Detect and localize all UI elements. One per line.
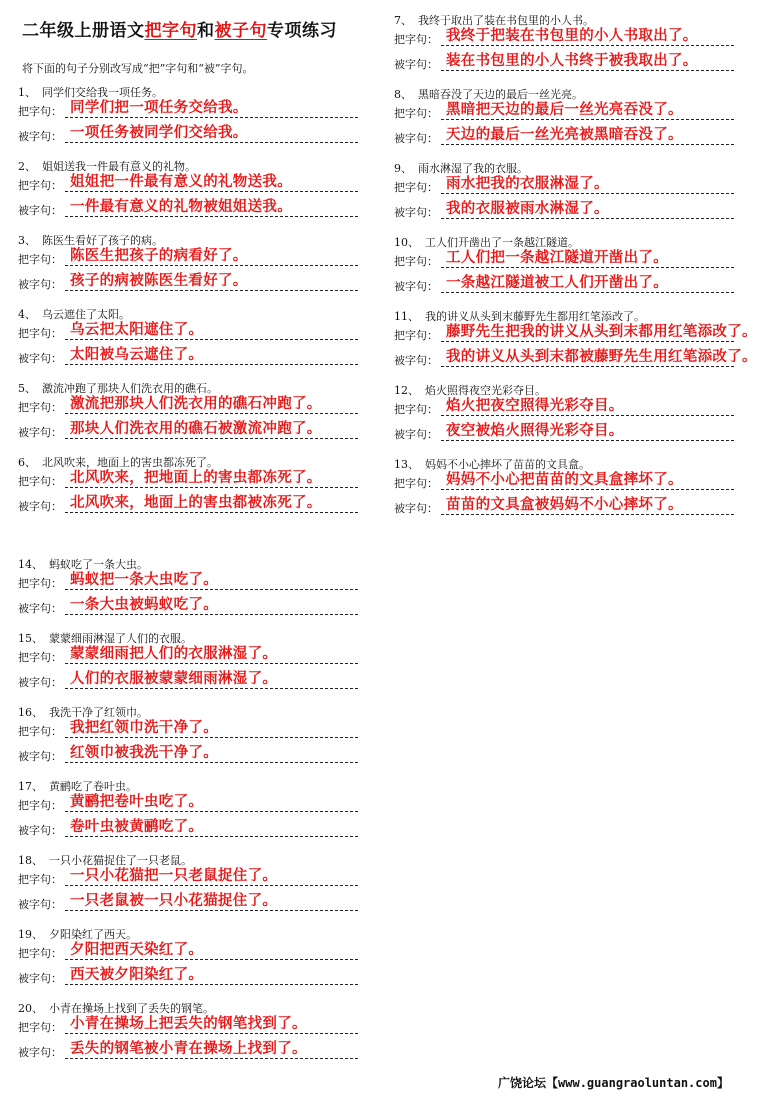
ba-sentence-row <box>394 249 734 271</box>
question-number: 15、 <box>18 632 43 645</box>
exercise-item <box>18 84 388 158</box>
ba-sentence-label: 把字句： <box>18 253 62 266</box>
answer-line <box>441 267 734 268</box>
question-text: 焰火照得夜空光彩夺目。 <box>425 384 546 397</box>
question-number: 1、 <box>18 86 36 99</box>
worksheet-title <box>22 16 382 41</box>
exercise-item <box>18 380 388 454</box>
answer-line <box>65 762 358 763</box>
answer-line <box>441 144 734 145</box>
ba-sentence-label: 把字句： <box>18 873 62 886</box>
answer-line <box>65 413 358 414</box>
bei-sentence-row <box>18 670 358 692</box>
bei-sentence-row <box>394 422 734 444</box>
answer-line <box>65 688 358 689</box>
bei-sentence-label: 被字句： <box>394 354 438 367</box>
ba-sentence-answer: 雨水把我的衣服淋湿了。 <box>446 176 609 192</box>
bei-sentence-row <box>394 348 757 370</box>
exercise-item <box>18 306 388 380</box>
question-number: 9、 <box>394 162 412 175</box>
answer-line <box>441 218 734 219</box>
bei-sentence-row <box>18 596 358 618</box>
question-text: 蚂蚁吃了一条大虫。 <box>49 558 148 571</box>
ba-sentence-row <box>394 471 734 493</box>
ba-sentence-answer: 藤野先生把我的讲义从头到末都用红笔添改了。 <box>446 324 757 340</box>
answer-line <box>441 45 734 46</box>
ba-sentence-answer: 小青在操场上把丢失的钢笔找到了。 <box>70 1016 307 1032</box>
left-column-bottom <box>18 556 388 1074</box>
bei-sentence-row <box>394 52 734 74</box>
bei-sentence-row <box>18 1040 358 1062</box>
exercise-item <box>18 454 388 528</box>
ba-sentence-row <box>18 395 358 417</box>
ba-sentence-label: 把字句： <box>394 255 438 268</box>
bei-sentence-label: 被字句： <box>18 204 62 217</box>
answer-line <box>65 117 358 118</box>
ba-sentence-label: 把字句： <box>394 107 438 120</box>
bei-sentence-label: 被字句： <box>18 602 62 615</box>
question-text: 工人们开凿出了一条越江隧道。 <box>425 236 579 249</box>
ba-sentence-label: 把字句： <box>18 401 62 414</box>
question-text: 小青在操场上找到了丢失的钢笔。 <box>49 1002 214 1015</box>
ba-sentence-answer: 同学们把一项任务交给我。 <box>70 100 248 116</box>
answer-line <box>65 265 358 266</box>
ba-sentence-label: 把字句： <box>18 327 62 340</box>
question-text: 激流冲跑了那块人们洗衣用的礁石。 <box>42 382 218 395</box>
bei-sentence-row <box>18 198 358 220</box>
instruction-text: 将下面的句子分别改写成“把”字句和“被”字句。 <box>22 62 254 75</box>
answer-line <box>65 438 358 439</box>
ba-sentence-answer: 乌云把太阳遮住了。 <box>70 322 204 338</box>
ba-sentence-answer: 工人们把一条越江隧道开凿出了。 <box>446 250 668 266</box>
question-number: 7、 <box>394 14 412 27</box>
ba-sentence-row <box>18 645 358 667</box>
bei-sentence-row <box>394 274 734 296</box>
exercise-item <box>394 234 764 308</box>
bei-sentence-answer: 一项任务被同学们交给我。 <box>70 125 248 141</box>
ba-sentence-row <box>394 27 734 49</box>
bei-sentence-answer: 一条大虫被蚂蚁吃了。 <box>70 597 218 613</box>
bei-sentence-row <box>18 346 358 368</box>
bei-sentence-label: 被字句： <box>18 972 62 985</box>
title-highlight-bei: 被子句 <box>214 21 267 41</box>
ba-sentence-row <box>18 719 358 741</box>
question-text: 妈妈不小心摔坏了苗苗的文具盒。 <box>425 458 590 471</box>
answer-line <box>65 191 358 192</box>
bei-sentence-row <box>18 966 358 988</box>
exercise-item <box>394 382 764 456</box>
ba-sentence-answer: 一只小花猫把一只老鼠捉住了。 <box>70 868 278 884</box>
question-text: 蒙蒙细雨淋湿了人们的衣服。 <box>49 632 192 645</box>
question-text: 一只小花猫捉住了一只老鼠。 <box>49 854 192 867</box>
answer-line <box>65 142 358 143</box>
ba-sentence-answer: 黄鹂把卷叶虫吃了。 <box>70 794 204 810</box>
footer-credit <box>498 1074 729 1091</box>
answer-line <box>65 885 358 886</box>
ba-sentence-answer: 夕阳把西天染红了。 <box>70 942 204 958</box>
bei-sentence-row <box>394 200 734 222</box>
bei-sentence-row <box>18 744 358 766</box>
bei-sentence-answer: 夜空被焰火照得光彩夺目。 <box>446 423 624 439</box>
exercise-item <box>394 86 764 160</box>
answer-line <box>65 910 358 911</box>
answer-line <box>65 737 358 738</box>
bei-sentence-row <box>394 496 734 518</box>
bei-sentence-answer: 一件最有意义的礼物被姐姐送我。 <box>70 199 292 215</box>
ba-sentence-label: 把字句： <box>18 179 62 192</box>
ba-sentence-label: 把字句： <box>18 725 62 738</box>
footer-site-name: 广饶论坛 <box>498 1076 547 1090</box>
bei-sentence-label: 被字句： <box>18 898 62 911</box>
answer-line <box>65 216 358 217</box>
bei-sentence-answer: 一条越江隧道被工人们开凿出了。 <box>446 275 668 291</box>
bei-sentence-row <box>18 420 358 442</box>
ba-sentence-row <box>18 1015 358 1037</box>
bei-sentence-row <box>394 126 734 148</box>
exercise-item <box>18 630 388 704</box>
exercise-item <box>18 926 388 1000</box>
title-prefix: 二年级上册语文 <box>22 21 145 41</box>
question-text: 同学们交给我一项任务。 <box>42 86 163 99</box>
answer-line <box>441 415 734 416</box>
question-number: 11、 <box>394 310 419 323</box>
ba-sentence-label: 把字句： <box>18 799 62 812</box>
bei-sentence-label: 被字句： <box>394 206 438 219</box>
answer-line <box>65 959 358 960</box>
bei-sentence-row <box>18 494 358 516</box>
exercise-item <box>18 852 388 926</box>
question-text: 陈医生看好了孩子的病。 <box>42 234 163 247</box>
answer-line <box>65 512 358 513</box>
bei-sentence-label: 被字句： <box>18 1046 62 1059</box>
question-text: 夕阳染红了西天。 <box>49 928 137 941</box>
title-highlight-ba: 把字句 <box>144 21 197 41</box>
bei-sentence-label: 被字句： <box>394 280 438 293</box>
question-number: 4、 <box>18 308 36 321</box>
answer-line <box>441 292 734 293</box>
question-text: 乌云遮住了太阳。 <box>42 308 130 321</box>
answer-line <box>441 366 734 367</box>
bei-sentence-label: 被字句： <box>394 502 438 515</box>
ba-sentence-row <box>394 101 734 123</box>
ba-sentence-row <box>394 175 734 197</box>
question-text: 北风吹来，地面上的害虫都冻死了。 <box>42 456 218 469</box>
ba-sentence-answer: 姐姐把一件最有意义的礼物送我。 <box>70 174 292 190</box>
bei-sentence-answer: 我的衣服被雨水淋湿了。 <box>446 201 609 217</box>
ba-sentence-label: 把字句： <box>394 403 438 416</box>
bei-sentence-answer: 那块人们洗衣用的礁石被激流冲跑了。 <box>70 421 322 437</box>
question-text: 雨水淋湿了我的衣服。 <box>418 162 528 175</box>
ba-sentence-answer: 蚂蚁把一条大虫吃了。 <box>70 572 218 588</box>
answer-line <box>65 811 358 812</box>
ba-sentence-row <box>18 469 358 491</box>
answer-line <box>65 364 358 365</box>
question-number: 6、 <box>18 456 36 469</box>
bei-sentence-label: 被字句： <box>394 428 438 441</box>
bei-sentence-row <box>18 272 358 294</box>
answer-line <box>65 589 358 590</box>
exercise-item <box>18 158 388 232</box>
ba-sentence-row <box>18 99 358 121</box>
question-text: 黑暗吞没了天边的最后一丝光亮。 <box>418 88 583 101</box>
answer-line <box>65 290 358 291</box>
ba-sentence-label: 把字句： <box>18 475 62 488</box>
bei-sentence-answer: 我的讲义从头到末都被藤野先生用红笔添改了。 <box>446 349 757 365</box>
bei-sentence-answer: 太阳被乌云遮住了。 <box>70 347 204 363</box>
bei-sentence-answer: 西天被夕阳染红了。 <box>70 967 204 983</box>
bei-sentence-answer: 人们的衣服被蒙蒙细雨淋湿了。 <box>70 671 278 687</box>
ba-sentence-label: 把字句： <box>18 947 62 960</box>
bei-sentence-label: 被字句： <box>394 58 438 71</box>
ba-sentence-answer: 妈妈不小心把苗苗的文具盒摔坏了。 <box>446 472 683 488</box>
ba-sentence-answer: 黑暗把天边的最后一丝光亮吞没了。 <box>446 102 683 118</box>
question-text: 黄鹂吃了卷叶虫。 <box>49 780 137 793</box>
question-number: 8、 <box>394 88 412 101</box>
bei-sentence-answer: 苗苗的文具盒被妈妈不小心摔坏了。 <box>446 497 683 513</box>
ba-sentence-label: 把字句： <box>18 651 62 664</box>
question-number: 2、 <box>18 160 36 173</box>
bei-sentence-label: 被字句： <box>18 676 62 689</box>
ba-sentence-row <box>18 867 358 889</box>
question-text: 我洗干净了红领巾。 <box>49 706 148 719</box>
bei-sentence-label: 被字句： <box>18 500 62 513</box>
bei-sentence-row <box>18 818 358 840</box>
answer-line <box>65 487 358 488</box>
ba-sentence-row <box>394 323 757 345</box>
exercise-item <box>18 232 388 306</box>
bei-sentence-answer: 北风吹来，地面上的害虫都被冻死了。 <box>70 495 322 511</box>
ba-sentence-answer: 北风吹来，把地面上的害虫都冻死了。 <box>70 470 322 486</box>
exercise-item <box>18 778 388 852</box>
answer-line <box>65 1033 358 1034</box>
footer-url: 【www.guangraoluntan.com】 <box>546 1076 729 1090</box>
question-text: 姐姐送我一件最有意义的礼物。 <box>42 160 196 173</box>
answer-line <box>441 193 734 194</box>
question-number: 16、 <box>18 706 43 719</box>
left-column-top <box>18 84 388 528</box>
ba-sentence-label: 把字句： <box>18 105 62 118</box>
ba-sentence-row <box>18 173 358 195</box>
answer-line <box>65 663 358 664</box>
question-number: 14、 <box>18 558 43 571</box>
exercise-item <box>18 1000 388 1074</box>
exercise-item <box>18 556 388 630</box>
answer-line <box>65 614 358 615</box>
answer-line <box>441 70 734 71</box>
bei-sentence-label: 被字句： <box>394 132 438 145</box>
question-number: 19、 <box>18 928 43 941</box>
ba-sentence-row <box>18 247 358 269</box>
title-suffix: 专项练习 <box>267 21 337 41</box>
answer-line <box>441 341 734 342</box>
bei-sentence-row <box>18 124 358 146</box>
ba-sentence-label: 把字句： <box>394 329 438 342</box>
ba-sentence-row <box>18 793 358 815</box>
bei-sentence-answer: 孩子的病被陈医生看好了。 <box>70 273 248 289</box>
bei-sentence-label: 被字句： <box>18 278 62 291</box>
exercise-item <box>18 704 388 778</box>
bei-sentence-answer: 丢失的钢笔被小青在操场上找到了。 <box>70 1041 307 1057</box>
bei-sentence-answer: 装在书包里的小人书终于被我取出了。 <box>446 53 698 69</box>
bei-sentence-label: 被字句： <box>18 750 62 763</box>
exercise-item <box>394 308 764 382</box>
ba-sentence-row <box>394 397 734 419</box>
answer-line <box>441 489 734 490</box>
question-text: 我终于取出了装在书包里的小人书。 <box>418 14 594 27</box>
bei-sentence-answer: 红领巾被我洗干净了。 <box>70 745 218 761</box>
bei-sentence-label: 被字句： <box>18 130 62 143</box>
ba-sentence-label: 把字句： <box>394 477 438 490</box>
ba-sentence-answer: 蒙蒙细雨把人们的衣服淋湿了。 <box>70 646 278 662</box>
question-number: 10、 <box>394 236 419 249</box>
answer-line <box>65 836 358 837</box>
answer-line <box>65 339 358 340</box>
question-number: 12、 <box>394 384 419 397</box>
exercise-item <box>394 456 764 530</box>
exercise-item <box>394 160 764 234</box>
question-number: 17、 <box>18 780 43 793</box>
ba-sentence-answer: 我终于把装在书包里的小人书取出了。 <box>446 28 698 44</box>
answer-line <box>441 440 734 441</box>
answer-line <box>65 984 358 985</box>
exercise-item <box>394 12 764 86</box>
question-number: 5、 <box>18 382 36 395</box>
ba-sentence-answer: 陈医生把孩子的病看好了。 <box>70 248 248 264</box>
question-number: 20、 <box>18 1002 43 1015</box>
ba-sentence-row <box>18 571 358 593</box>
answer-line <box>65 1058 358 1059</box>
right-column-top <box>394 12 764 530</box>
ba-sentence-row <box>18 321 358 343</box>
ba-sentence-label: 把字句： <box>18 1021 62 1034</box>
ba-sentence-label: 把字句： <box>18 577 62 590</box>
bei-sentence-label: 被字句： <box>18 824 62 837</box>
bei-sentence-answer: 卷叶虫被黄鹂吃了。 <box>70 819 204 835</box>
bei-sentence-label: 被字句： <box>18 426 62 439</box>
ba-sentence-label: 把字句： <box>394 181 438 194</box>
ba-sentence-answer: 焰火把夜空照得光彩夺目。 <box>446 398 624 414</box>
bei-sentence-row <box>18 892 358 914</box>
question-text: 我的讲义从头到末藤野先生都用红笔添改了。 <box>425 310 645 323</box>
ba-sentence-row <box>18 941 358 963</box>
ba-sentence-label: 把字句： <box>394 33 438 46</box>
answer-line <box>441 119 734 120</box>
answer-line <box>441 514 734 515</box>
ba-sentence-answer: 我把红领巾洗干净了。 <box>70 720 218 736</box>
question-number: 3、 <box>18 234 36 247</box>
question-number: 18、 <box>18 854 43 867</box>
title-conjunction: 和 <box>197 21 215 41</box>
bei-sentence-answer: 天边的最后一丝光亮被黑暗吞没了。 <box>446 127 683 143</box>
ba-sentence-answer: 激流把那块人们洗衣用的礁石冲跑了。 <box>70 396 322 412</box>
bei-sentence-label: 被字句： <box>18 352 62 365</box>
question-number: 13、 <box>394 458 419 471</box>
bei-sentence-answer: 一只老鼠被一只小花猫捉住了。 <box>70 893 278 909</box>
